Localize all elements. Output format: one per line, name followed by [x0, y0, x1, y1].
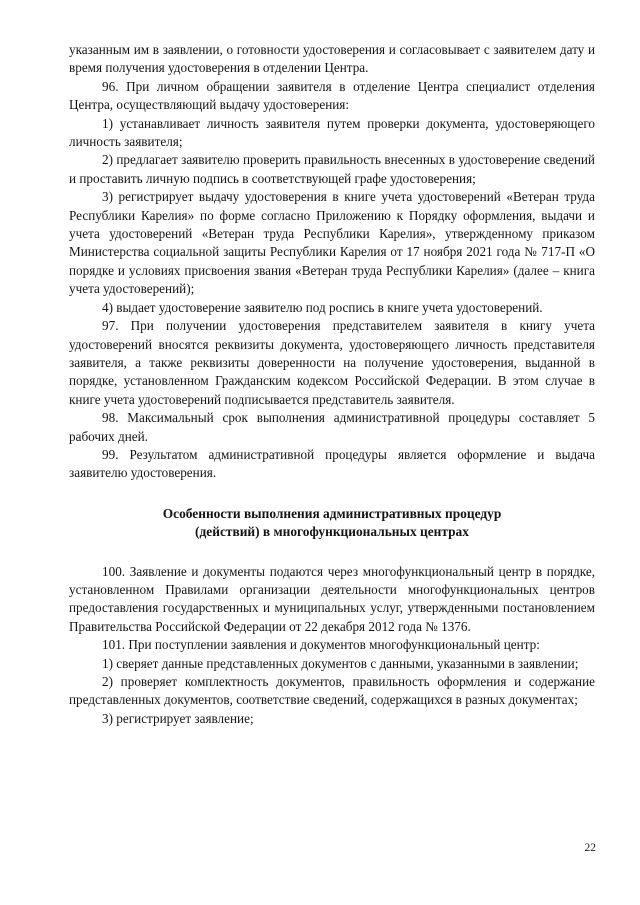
paragraph-97: 97. При получении удостоверения представителем заявителя в книгу учета удостоверений вносятся реквизиты документа, удостоверяющего личность представителя заявителя, а также реквизиты доверенности на получение удостоверения, выданной в порядке, установленном Гражданским кодексом Российской Федерации. В этом случае в книге учета удостоверений подписывается представитель заявителя. — [69, 318, 595, 407]
paragraph-101-item-2: 2) проверяет комплектность документов, правильность оформления и содержание представленных документов, соответствие сведений, содержащихся в разных документах; — [69, 674, 595, 708]
paragraph-101-item-1: 1) сверяет данные представленных документов с данными, указанными в заявлении; — [102, 655, 579, 671]
section-heading-line-2: (действий) в многофункциональных центрах — [195, 524, 469, 540]
paragraph-99: 99. Результатом административной процедуры является оформление и выдача заявителю удостоверения. — [69, 446, 595, 481]
paragraph-98: 98. Максимальный срок выполнения административной процедуры составляет 5 рабочих дней. — [69, 410, 595, 444]
document-body — [69, 41, 595, 728]
section-mfc — [69, 563, 595, 729]
paragraph-101: 101. При поступлении заявления и документов многофункциональный центр: — [102, 637, 540, 653]
paragraph-96-item-3: 3) регистрирует выдачу удостоверения в книге учета удостоверений «Ветеран труда Республики Карелия» по форме согласно Приложению к Порядку оформления, выдачи и учета удостоверений «Ветеран труда Республики Карелия», утвержденному приказом Министерства социальной защиты Республики Карелия от 17 ноября 2021 года № 717-П «О порядке и условиях присвоения звания «Ветеран труда Республики Карелия» (далее – книга учета удостоверений); — [69, 189, 595, 297]
paragraph-100: 100. Заявление и документы подаются через многофункциональный центр в порядке, установленном Правилами организации деятельности многофункциональных центров предоставления государственных и муниципальных услуг, утвержденными постановлением Правительства Российской Федерации от 22 декабря 2012 года № 1376. — [69, 563, 595, 634]
paragraph-96-item-2: 2) предлагает заявителю проверить правильность внесенных в удостоверение сведений и проставить личную подпись в соответствующей графе удостоверения; — [69, 152, 595, 186]
paragraph-96-item-1: 1) устанавливает личность заявителя путем проверки документа, удостоверяющего личность заявителя; — [69, 115, 595, 150]
paragraph-continuation: указанным им в заявлении, о готовности удостоверения и согласовывает с заявителем дату и время получения удостоверения в отделении Центра. — [69, 42, 595, 76]
paragraph-96: 96. При личном обращении заявителя в отделение Центра специалист отделения Центра, осуществляющий выдачу удостоверения: — [69, 78, 595, 113]
paragraph-101-item-3: 3) регистрирует заявление; — [102, 710, 254, 726]
section-heading — [69, 505, 595, 542]
section-issuance — [69, 41, 595, 483]
paragraph-96-item-4: 4) выдает удостоверение заявителю под роспись в книге учета удостоверений. — [102, 299, 543, 315]
page-number: 22 — [584, 842, 596, 854]
section-heading-line-1: Особенности выполнения административных процедур — [162, 505, 502, 521]
